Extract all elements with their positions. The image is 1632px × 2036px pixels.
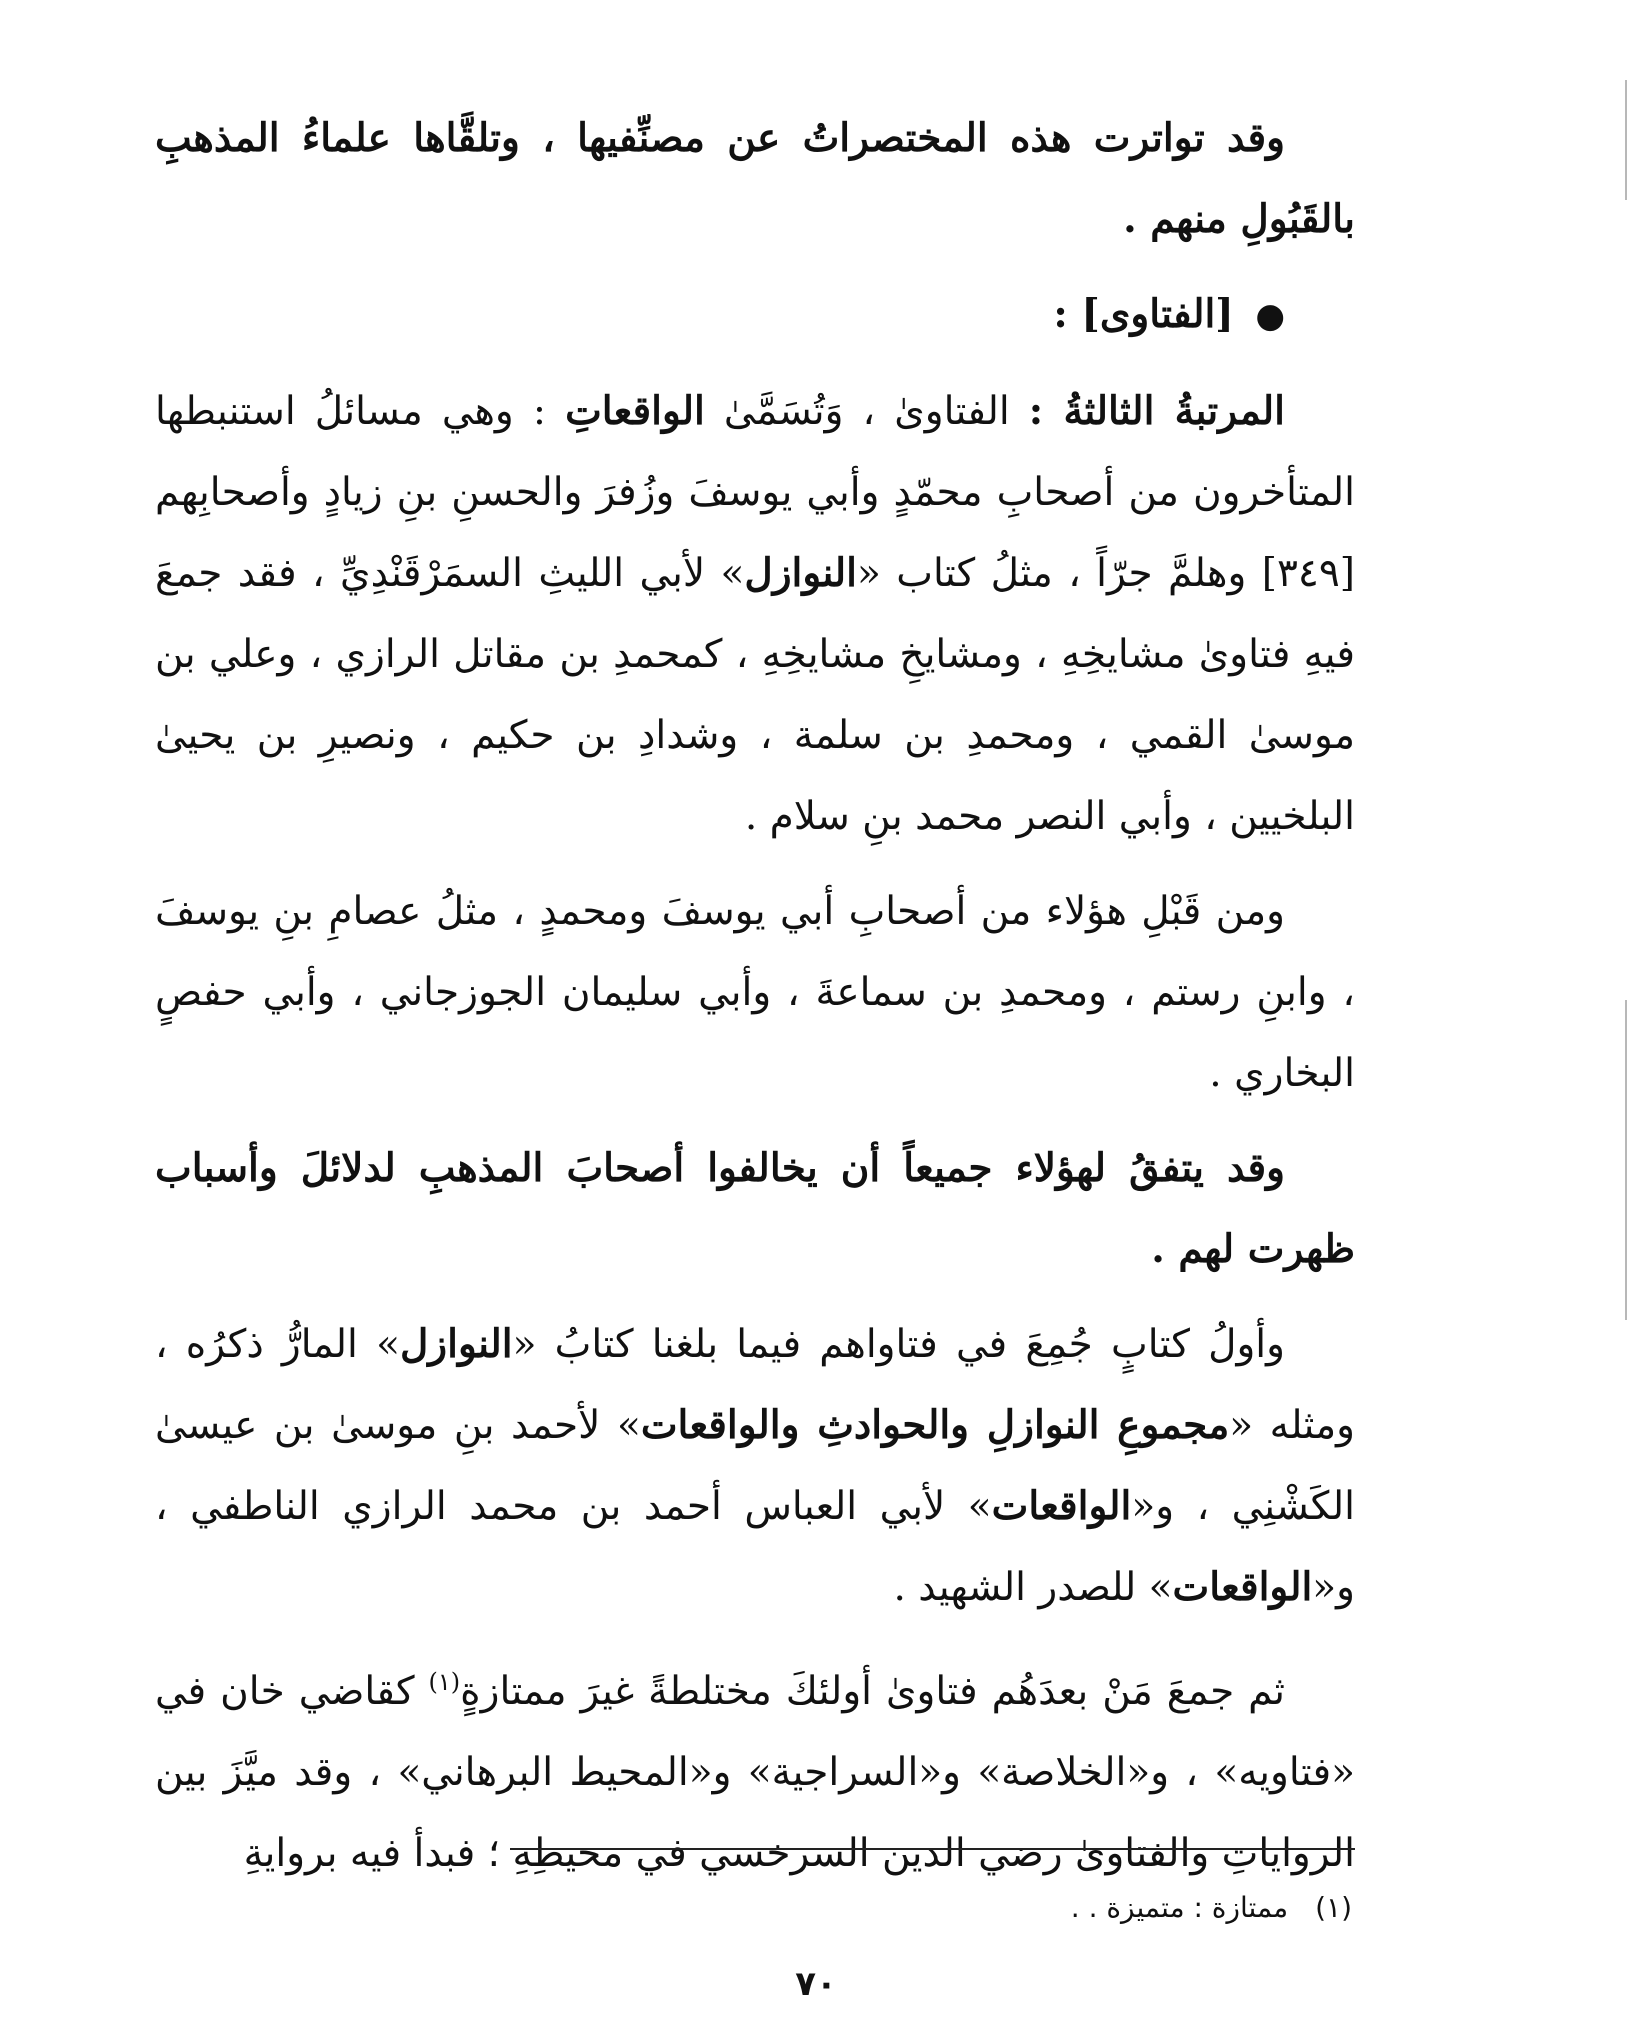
paragraph-5-d: مجموعِ النوازلِ والحوادثِ والواقعات xyxy=(640,1402,1230,1448)
paragraph-6-b: كقاضي خان في «فتاويه» ، و«الخلاصة» و«السراجية» و«المحيط البرهاني» ، وقد ميَّزَ بين الرواياتِ والفتاوىٰ رضي الدين السرخسي في محيطِهِ ؛ فبدأ فيه بروايةِ xyxy=(155,1669,1355,1876)
paragraph-2 xyxy=(155,371,1355,857)
paragraph-6 xyxy=(155,1642,1355,1894)
paragraph-6-a: ثم جمعَ مَنْ بعدَهُم فتاوىٰ أولئكَ مختلطةً غيرَ ممتازةٍ xyxy=(460,1669,1285,1714)
paragraph-4 xyxy=(155,1128,1355,1290)
footnote-number: (١) xyxy=(1315,1891,1352,1924)
paragraph-1 xyxy=(155,98,1355,260)
paragraph-5-g: » لأبي العباس أحمد بن محمد الرازي الناطفي ، و« xyxy=(155,1484,1355,1610)
scan-margin-mark xyxy=(1625,1000,1627,1320)
page-body xyxy=(155,98,1355,1908)
paragraph-4-text: وقد يتفقُ لهؤلاء جميعاً أن يخالفوا أصحابَ المذهبِ لدلائلَ وأسباب ظهرت لهم . xyxy=(155,1145,1355,1272)
paragraph-2-end: » لأبي الليثِ السمَرْقَنْدِيِّ ، فقد جمعَ فيهِ فتاوىٰ مشايخِهِ ، ومشايخِ مشايخِهِ ، كمحمدِ بن مقاتل الرازي ، وعلي بن موسىٰ القمي ، ومحمدِ بن سلمة ، وشدادِ بن حكيم ، ونصيرِ بن يحيىٰ البلخيين ، وأبي النصر محمد بنِ سلام . xyxy=(155,551,1355,839)
paragraph-2-mid: الفتاوىٰ ، وَتُسَمَّىٰ xyxy=(704,389,1029,434)
page-number: ٧٠ xyxy=(795,1964,837,2004)
paragraph-2-bold-start: المرتبةُ الثالثةُ : xyxy=(1028,388,1285,434)
paragraph-5-a: وأولُ كتابٍ جُمِعَ في فتاواهم فيما بلغنا كتابُ « xyxy=(512,1322,1285,1367)
paragraph-3 xyxy=(155,871,1355,1114)
paragraph-5-b: النوازل xyxy=(399,1321,513,1367)
scan-margin-mark xyxy=(1625,80,1627,200)
paragraph-3-text: ومن قَبْلِ هؤلاء من أصحابِ أبي يوسفَ ومحمدٍ ، مثلُ عصامِ بنِ يوسفَ ، وابنِ رستم ، ومحمدِ بن سماعةَ ، وأبي سليمان الجوزجاني ، وأبي حفصٍ البخاري . xyxy=(155,889,1355,1096)
paragraph-5-h: الواقعات xyxy=(1172,1564,1313,1610)
paragraph-2-book-title: النوازل xyxy=(744,550,858,596)
footnote xyxy=(1071,1888,1352,1928)
section-heading xyxy=(155,274,1355,357)
footnote-text: ممتازة : متميزة . . xyxy=(1070,1891,1289,1924)
paragraph-5-c: » المارُّ ذكرُه ، ومثله « xyxy=(155,1322,1355,1448)
paragraph-5-f: الواقعات xyxy=(991,1483,1132,1529)
bullet-icon: ● xyxy=(1255,296,1285,336)
footnote-divider xyxy=(510,1848,1355,1850)
paragraph-1-text: وقد تواترت هذه المختصراتُ عن مصنِّفيها ، وتلقَّاها علماءُ المذهبِ بالقَبُولِ منهم . xyxy=(155,115,1355,242)
paragraph-2-rest: : وهي مسائلُ استنبطها المتأخرون من أصحابِ محمّدٍ وأبي يوسفَ وزُفرَ والحسنِ بنِ زيادٍ وأصحابِهم [٣٤٩] وهلمَّ جرّاً ، مثلُ كتاب « xyxy=(155,389,1355,596)
paragraph-5 xyxy=(155,1304,1355,1628)
footnote-reference: (١) xyxy=(428,1668,461,1696)
paragraph-2-bold-term: الواقعاتِ xyxy=(565,388,705,434)
paragraph-5-i: » للصدر الشهيد . xyxy=(893,1565,1173,1610)
section-heading-text: [الفتاوى] : xyxy=(1053,291,1234,337)
paragraph-5-e: » لأحمد بنِ موسىٰ بن عيسىٰ الكَشْنِي ، و« xyxy=(155,1403,1356,1529)
